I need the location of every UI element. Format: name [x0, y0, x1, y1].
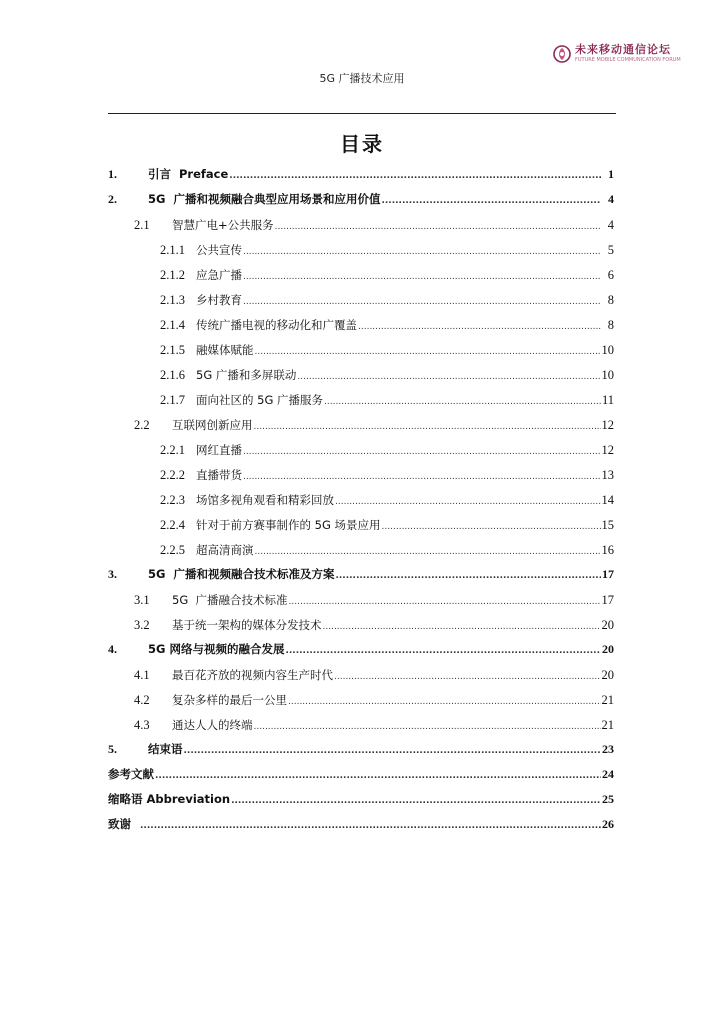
logo-subtext: FUTURE MOBILE COMMUNICATION FORUM [575, 57, 681, 63]
toc-entry-label: 引言 Preface [148, 167, 229, 181]
toc-dot-leader [297, 362, 600, 390]
toc-dot-leader [323, 612, 601, 640]
toc-entry-number: 3. [108, 567, 117, 581]
toc-entry-label: 缩略语 Abbreviation [108, 792, 231, 806]
toc-entry[interactable] [108, 387, 614, 412]
toc-entry-number: 2.1.4 [160, 318, 185, 332]
toc-entry[interactable] [108, 337, 614, 362]
toc-entry-number: 4.3 [134, 718, 150, 732]
toc-entry-label: 直播带货 [196, 468, 242, 482]
toc-entry-label: 针对于前方赛事制作的 5G 场景应用 [196, 518, 381, 532]
toc-entry-label: 通达人人的终端 [172, 718, 253, 732]
toc-entry-label: 公共宣传 [196, 243, 242, 257]
toc-entry-page: 13 [601, 468, 614, 482]
toc-entry[interactable] [108, 737, 614, 762]
toc-entry[interactable] [108, 612, 614, 637]
toc-entry-page: 14 [601, 493, 614, 507]
toc-entry-number: 3.2 [134, 618, 150, 632]
toc-entry-label: 智慧广电+公共服务 [172, 218, 274, 232]
toc-entry-number: 4.1 [134, 668, 150, 682]
toc-entry-page: 4 [607, 218, 614, 232]
toc-dot-leader [255, 337, 601, 365]
logo-text: 未来移动通信论坛 [575, 43, 671, 56]
toc-entry-page: 1 [608, 167, 614, 181]
toc-entry-label: 5G 广播融合技术标准 [172, 593, 288, 607]
toc-entry-label: 最百花齐放的视频内容生产时代 [172, 668, 333, 682]
toc-dot-leader [229, 162, 601, 189]
toc-entry[interactable] [108, 812, 614, 837]
forum-logo [553, 44, 723, 66]
toc-entry-page: 20 [602, 642, 614, 656]
toc-entry-number: 2.2.4 [160, 518, 185, 532]
toc-entry-page: 8 [607, 318, 614, 332]
toc-entry-page: 11 [601, 393, 614, 407]
toc-entry-page: 8 [607, 293, 614, 307]
toc-entry-page: 10 [601, 368, 614, 382]
toc-dot-leader [335, 562, 601, 589]
toc-entry[interactable] [108, 587, 614, 612]
header-divider [108, 113, 616, 114]
toc-entry[interactable] [108, 437, 614, 462]
toc-dot-leader [334, 662, 601, 690]
toc-entry[interactable] [108, 187, 614, 212]
toc-dot-leader [382, 512, 601, 540]
toc-entry-label: 融媒体赋能 [196, 343, 254, 357]
toc-dot-leader [243, 262, 601, 290]
toc-entry[interactable] [108, 537, 614, 562]
toc-entry-label: 乡村教育 [196, 293, 242, 307]
toc-entry-number: 2. [108, 192, 117, 206]
toc-entry[interactable] [108, 762, 614, 787]
toc-entry[interactable] [108, 562, 614, 587]
toc-entry[interactable] [108, 662, 614, 687]
toc-entry-page: 17 [601, 593, 614, 607]
running-header-title: 5G 广播技术应用 [319, 72, 405, 85]
toc-title: 目录 [340, 132, 384, 156]
toc-entry-number: 2.1.5 [160, 343, 185, 357]
toc-entry-page: 6 [607, 268, 614, 282]
toc-dot-leader [184, 737, 602, 764]
toc-entry-page: 21 [601, 718, 614, 732]
toc-entry-number: 2.1.6 [160, 368, 185, 382]
toc-entry-page: 25 [602, 792, 614, 806]
toc-dot-leader [275, 212, 601, 240]
toc-dot-leader [243, 437, 601, 465]
toc-entry-number: 5. [108, 742, 117, 756]
toc-dot-leader [255, 537, 601, 565]
toc-dot-leader [243, 462, 601, 490]
toc-entry-page: 23 [602, 742, 614, 756]
toc-entry[interactable] [108, 487, 614, 512]
toc-entry-number: 2.1.3 [160, 293, 185, 307]
toc-entry-page: 15 [601, 518, 614, 532]
toc-entry[interactable] [108, 787, 614, 812]
toc-entry[interactable] [108, 312, 614, 337]
toc-entry-label: 5G 广播和多屏联动 [196, 368, 297, 382]
table-of-contents [108, 162, 614, 837]
toc-entry-page: 24 [602, 767, 614, 781]
toc-entry-number: 1. [108, 167, 117, 181]
toc-entry-label: 参考文献 [108, 767, 154, 781]
toc-dot-leader [289, 587, 601, 615]
toc-entry-number: 4.2 [134, 693, 150, 707]
toc-entry-number: 2.1.2 [160, 268, 185, 282]
toc-entry-label: 5G 网络与视频的融合发展 [148, 642, 285, 656]
toc-entry-label: 互联网创新应用 [172, 418, 253, 432]
toc-entry[interactable] [108, 637, 614, 662]
toc-entry-label: 5G 广播和视频融合技术标准及方案 [148, 567, 335, 581]
toc-entry-label: 基于统一架构的媒体分发技术 [172, 618, 322, 632]
toc-entry[interactable] [108, 237, 614, 262]
toc-entry-label: 致谢 [108, 817, 140, 831]
toc-entry-page: 20 [601, 618, 614, 632]
toc-entry-label: 传统广播电视的移动化和广覆盖 [196, 318, 357, 332]
toc-entry-number: 2.2.2 [160, 468, 185, 482]
toc-entry-number: 2.1 [134, 218, 150, 232]
toc-entry[interactable] [108, 412, 614, 437]
toc-entry-label: 面向社区的 5G 广播服务 [196, 393, 324, 407]
toc-dot-leader [140, 812, 601, 839]
toc-entry-label: 场馆多视角观看和精彩回放 [196, 493, 334, 507]
toc-entry[interactable] [108, 712, 614, 737]
toc-entry-page: 10 [601, 343, 614, 357]
toc-entry-page: 4 [608, 192, 614, 206]
toc-entry[interactable] [108, 362, 614, 387]
toc-dot-leader [358, 312, 601, 340]
toc-entry-number: 2.1.1 [160, 243, 185, 257]
toc-entry-label: 结束语 [148, 742, 183, 756]
toc-entry-page: 12 [601, 443, 614, 457]
toc-entry-number: 2.2.1 [160, 443, 185, 457]
toc-dot-leader [381, 187, 601, 214]
toc-entry-label: 应急广播 [196, 268, 242, 282]
toc-entry-page: 20 [601, 668, 614, 682]
toc-entry[interactable] [108, 687, 614, 712]
toc-entry[interactable] [108, 162, 614, 187]
toc-entry-page: 17 [602, 567, 614, 581]
toc-dot-leader [254, 412, 601, 440]
toc-entry-number: 2.2.5 [160, 543, 185, 557]
toc-entry[interactable] [108, 212, 614, 237]
toc-dot-leader [243, 237, 601, 265]
toc-dot-leader [335, 487, 601, 515]
toc-dot-leader [288, 687, 601, 715]
toc-dot-leader [155, 762, 601, 789]
toc-dot-leader [285, 637, 601, 664]
toc-entry-number: 2.2 [134, 418, 150, 432]
toc-entry-label: 网红直播 [196, 443, 242, 457]
toc-entry-page: 26 [602, 817, 614, 831]
toc-dot-leader [324, 387, 601, 415]
toc-entry-number: 3.1 [134, 593, 150, 607]
toc-entry-number: 4. [108, 642, 117, 656]
toc-entry-number: 2.1.7 [160, 393, 185, 407]
toc-dot-leader [254, 712, 601, 740]
toc-entry[interactable] [108, 512, 614, 537]
toc-dot-leader [243, 287, 601, 315]
toc-entry-page: 16 [601, 543, 614, 557]
toc-entry-page: 21 [601, 693, 614, 707]
toc-entry-number: 2.2.3 [160, 493, 185, 507]
forum-logo-icon [553, 45, 571, 63]
toc-entry-label: 复杂多样的最后一公里 [172, 693, 287, 707]
toc-entry-label: 超高清商演 [196, 543, 254, 557]
toc-entry[interactable] [108, 262, 614, 287]
toc-entry-label: 5G 广播和视频融合典型应用场景和应用价值 [148, 192, 381, 206]
toc-entry-page: 5 [607, 243, 614, 257]
toc-entry[interactable] [108, 462, 614, 487]
toc-entry[interactable] [108, 287, 614, 312]
toc-dot-leader [231, 787, 601, 814]
toc-entry-page: 12 [601, 418, 614, 432]
